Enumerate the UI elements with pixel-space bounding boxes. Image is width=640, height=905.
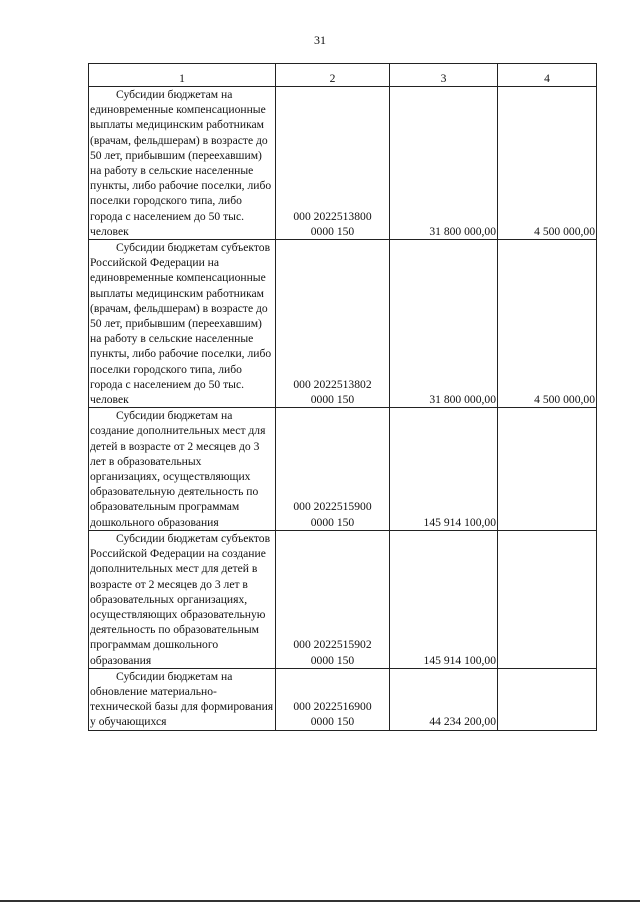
header-col-3: 3: [390, 64, 498, 87]
row-amount-col3: 31 800 000,00: [390, 240, 498, 408]
row-code-line1: 000 2022515902: [293, 638, 372, 652]
header-row: [89, 64, 597, 87]
table-row: [89, 408, 597, 531]
row-amount-col4: [498, 408, 597, 531]
row-amount-col4: [498, 530, 597, 668]
row-amount-col3: 31 800 000,00: [390, 87, 498, 240]
row-amount-col3: 145 914 100,00: [390, 530, 498, 668]
row-amount-col3: 44 234 200,00: [390, 668, 498, 730]
row-code-line2: 0000 150: [310, 515, 355, 529]
row-code: [276, 240, 390, 408]
row-code: [276, 530, 390, 668]
row-code: [276, 87, 390, 240]
table-row: [89, 240, 597, 408]
row-code: [276, 668, 390, 730]
header-col-4: 4: [498, 64, 597, 87]
page-number: 31: [314, 33, 326, 47]
row-code-line1: 000 2022513802: [293, 377, 372, 391]
row-name: Субсидии бюджетам на единовременные компенсационные выплаты медицинским работникам (врачам, фельдшерам) в возрасте до 50 лет, прибывшим (переехавшим) на работу в сельские населенные пункты, либо рабочие поселки, либо поселки городского типа, либо города с населением до 50 тыс. человек: [89, 87, 276, 240]
row-amount-col4: [498, 668, 597, 730]
row-code-line2: 0000 150: [310, 653, 355, 667]
row-code-line2: 0000 150: [310, 393, 355, 407]
table-row: [89, 87, 597, 240]
row-name: Субсидии бюджетам на создание дополнительных мест для детей в возрасте от 2 месяцев до 3 лет в образовательных организациях, осуществляющих образовательную деятельность по образовательным программам дошкольного образования: [89, 408, 276, 531]
row-code: [276, 408, 390, 531]
row-amount-col3: 145 914 100,00: [390, 408, 498, 531]
header-col-1: 1: [89, 64, 276, 87]
row-code-line1: 000 2022516900: [293, 700, 372, 714]
budget-table: [88, 63, 597, 731]
row-code-line2: 0000 150: [310, 715, 355, 729]
row-name: Субсидии бюджетам субъектов Российской Федерации на единовременные компенсационные выплаты медицинским работникам (врачам, фельдшерам) в возрасте до 50 лет, прибывшим (переехавшим) на работу в сельские населенные пункты, либо рабочие поселки, либо поселки городского типа, либо города с населением до 50 тыс. человек: [89, 240, 276, 408]
row-code-line1: 000 2022513800: [293, 209, 372, 223]
row-name: Субсидии бюджетам субъектов Российской Федерации на создание дополнительных мест для детей в возрасте от 2 месяцев до 3 лет в образовательных организациях, осуществляющих образовательную деятельность по образовательным программам дошкольного образования: [89, 530, 276, 668]
row-amount-col4: 4 500 000,00: [498, 240, 597, 408]
row-name: Субсидии бюджетам на обновление материально-технической базы для формирования у обучающихся: [89, 668, 276, 730]
table-row: [89, 530, 597, 668]
header-col-2: 2: [276, 64, 390, 87]
row-code-line2: 0000 150: [310, 224, 355, 238]
table-row: [89, 668, 597, 730]
row-code-line1: 000 2022515900: [293, 500, 372, 514]
scan-edge-line: [0, 900, 640, 902]
row-amount-col4: 4 500 000,00: [498, 87, 597, 240]
